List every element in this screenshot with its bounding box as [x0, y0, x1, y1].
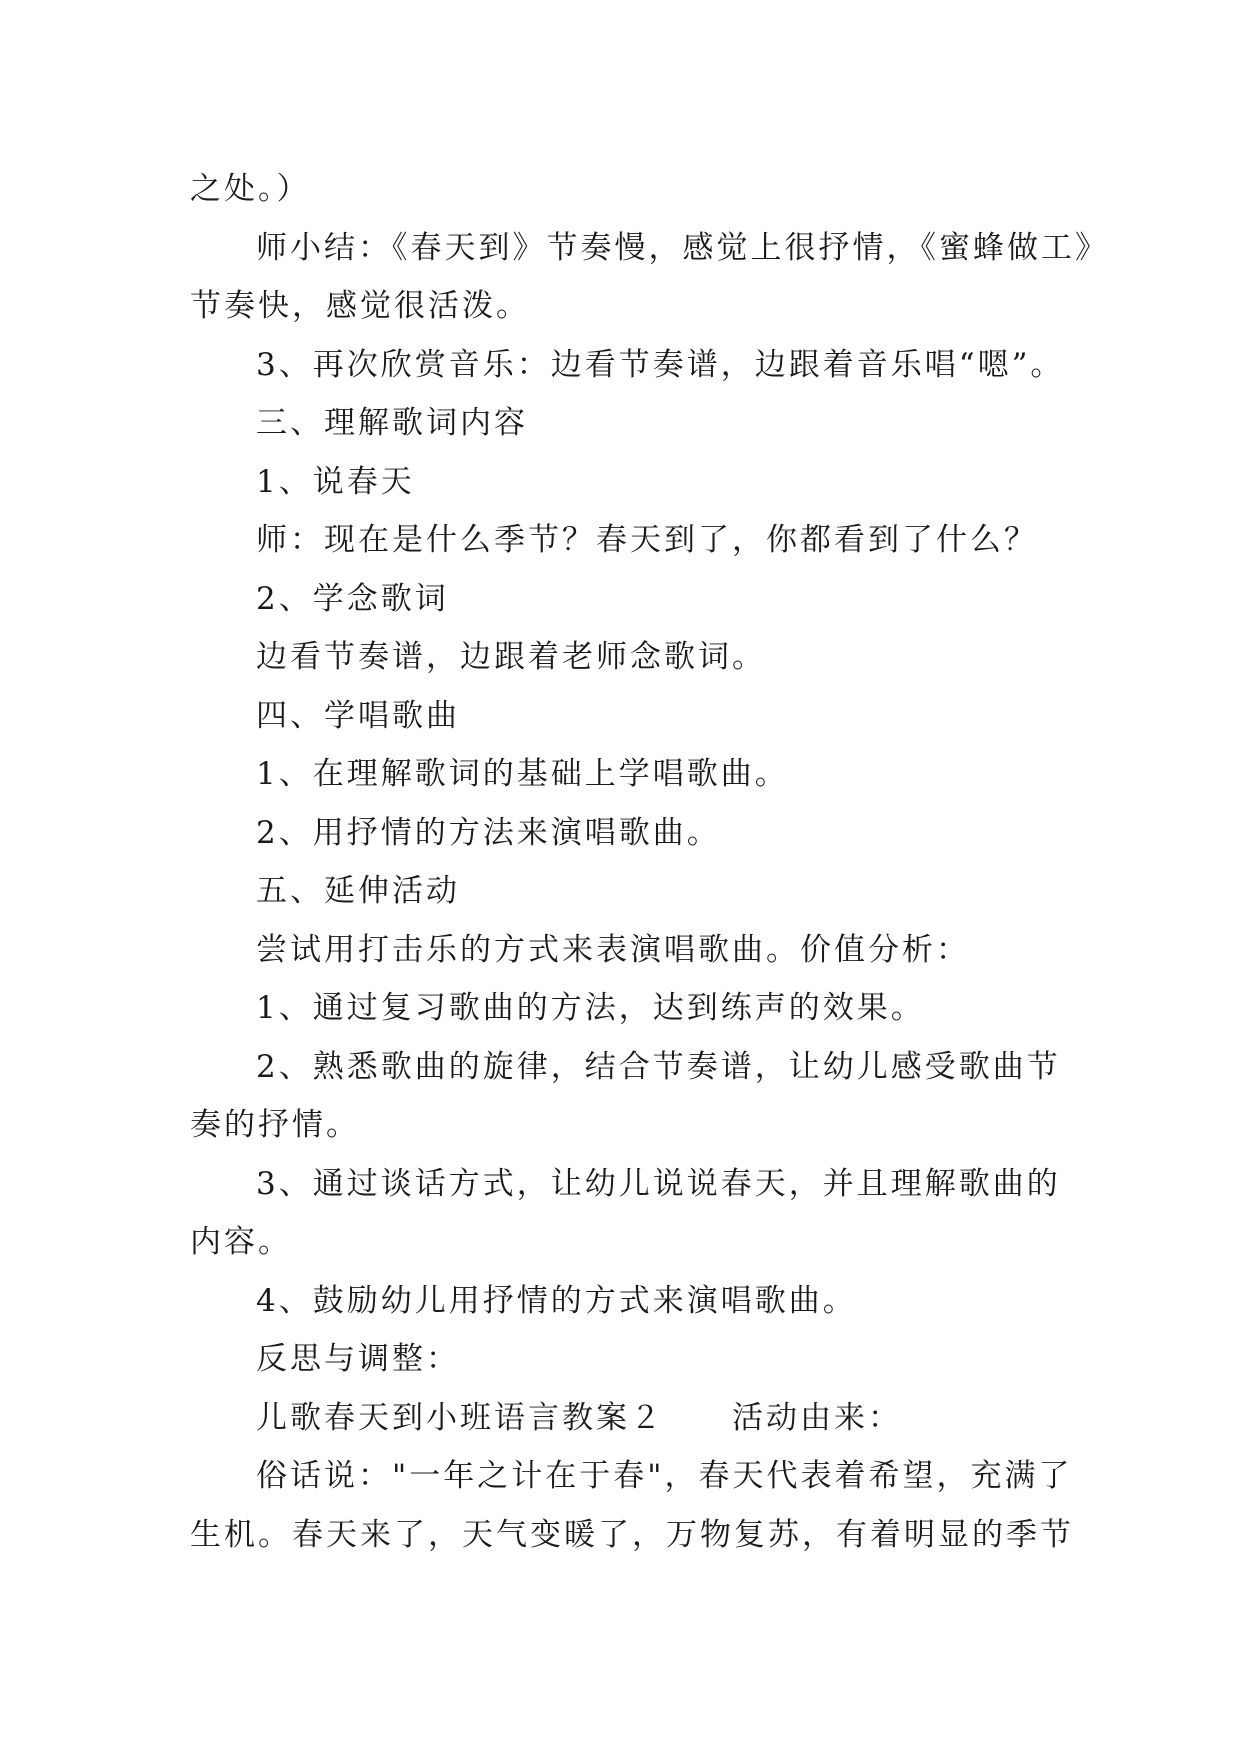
text-line: 奏的抒情。 — [190, 1107, 360, 1143]
text-line: 生机。春天来了，天气变暖了，万物复苏，有着明显的季节 — [190, 1516, 1074, 1553]
section-heading: 三、理解歌词内容 — [256, 405, 528, 441]
text-line: 3、通过谈话方式，让幼儿说说春天，并且理解歌曲的 — [256, 1165, 1061, 1202]
text-line: 2、用抒情的方法来演唱歌曲。 — [256, 814, 721, 851]
document-title-line: 儿歌春天到小班语言教案２ 活动由来： — [256, 1399, 902, 1436]
text-line: 尝试用打击乐的方式来表演唱歌曲。价值分析： — [256, 931, 970, 968]
text-line: 4、鼓励幼儿用抒情的方式来演唱歌曲。 — [256, 1282, 857, 1319]
section-heading: 四、学唱歌曲 — [256, 697, 460, 734]
text-line: 节奏快，感觉很活泼。 — [190, 288, 530, 324]
text-line: 1、通过复习歌曲的方法，达到练声的效果。 — [256, 990, 925, 1026]
text-line: 1、在理解歌词的基础上学唱歌曲。 — [256, 756, 789, 792]
text-line: 2、学念歌词 — [256, 580, 449, 617]
section-heading: 五、延伸活动 — [256, 873, 460, 909]
text-line: 内容。 — [190, 1224, 292, 1260]
text-line: 俗话说："一年之计在于春"，春天代表着希望，充满了 — [256, 1458, 1073, 1494]
text-line: 之处。） — [190, 171, 311, 207]
text-line: 师小结：《春天到》节奏慢，感觉上很抒情，《蜜蜂做工》 — [256, 229, 1109, 266]
text-line: 边看节奏谱，边跟着老师念歌词。 — [256, 639, 766, 675]
text-line: 师：现在是什么季节？春天到了，你都看到了什么？ — [256, 522, 1038, 558]
document-body — [190, 160, 1109, 1564]
text-line: 3、再次欣赏音乐：边看节奏谱，边跟着音乐唱“嗯”。 — [256, 346, 1065, 383]
text-line: 1、说春天 — [256, 463, 415, 500]
text-line: 反思与调整： — [256, 1341, 460, 1377]
text-line: 2、熟悉歌曲的旋律，结合节奏谱，让幼儿感受歌曲节 — [256, 1048, 1061, 1085]
